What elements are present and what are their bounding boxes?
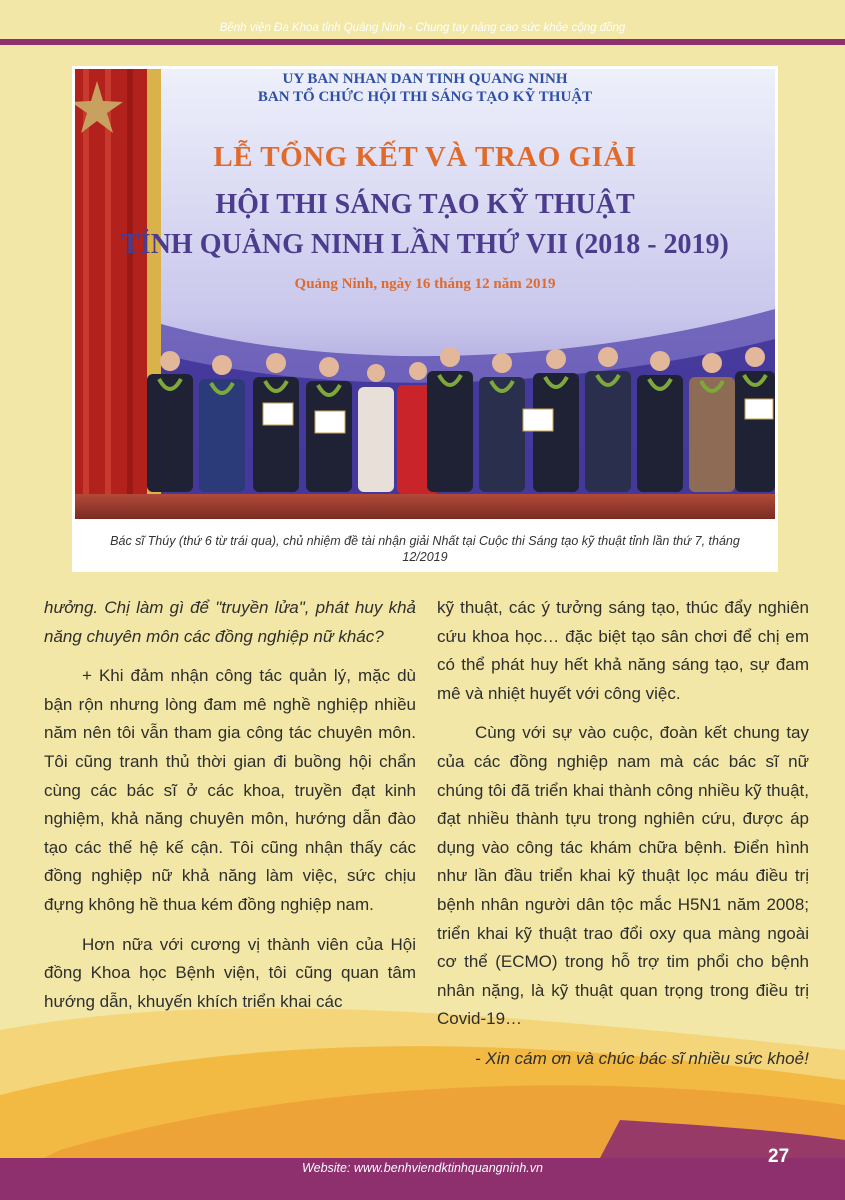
interview-question: hưởng. Chị làm gì để "truyền lửa", phát huy khả năng chuyên môn các đồng nghiệp nữ khác?: [44, 598, 416, 646]
header-band: [0, 39, 845, 45]
banner-title-line-3: TỈNH QUẢNG NINH LẦN THỨ VII (2018 - 2019): [121, 229, 729, 260]
photo-caption: Bác sĩ Thúy (thứ 6 từ trái qua), chủ nhiệm đề tài nhận giải Nhất tại Cuộc thi Sáng tạo kỹ thuật tỉnh lần thứ 7, tháng 12/2019: [72, 522, 778, 572]
footer-website[interactable]: Website: www.benhviendktinhquangninh.vn: [302, 1161, 543, 1175]
banner-title-line-2: HỘI THI SÁNG TẠO KỸ THUẬT: [215, 189, 635, 220]
header-tagline: Bệnh viện Đa Khoa tỉnh Quảng Ninh - Chung tay nâng cao sức khỏe cộng đồng: [219, 22, 626, 34]
banner-title-line-1: LỄ TỔNG KẾT VÀ TRAO GIẢI: [213, 141, 637, 173]
closing-remark: - Xin cám ơn và chúc bác sĩ nhiều sức khoẻ!: [475, 1048, 809, 1068]
answer-paragraph-4: Cùng với sự vào cuộc, đoàn kết chung tay của các đồng nghiệp nam mà các bác sĩ nữ chúng tôi đã triển khai thành công nhiều kỹ thuật, đạt nhiều thành tựu trong nghiên cứu, được áp dụng vào công tác khám chữa bệnh. Điển hình như lần đầu triển khai kỹ thuật lọc máu điều trị bệnh nhân người dân tộc mắc H5N1 năm 2008; triển khai kỹ thuật trao đổi oxy qua màng ngoài cơ thể (ECMO) trong hỗ trợ tim phổi cho bệnh nhân nặng, là kỹ thuật quan trọng trong điều trị Covid-19…: [437, 723, 809, 1029]
award-photo-frame: [72, 66, 778, 522]
award-ceremony-photo: [75, 69, 775, 519]
right-column: [437, 594, 809, 1085]
banner-org-line-1: UY BAN NHAN DAN TINH QUANG NINH: [282, 71, 568, 87]
banner-org-line-2: BAN TỔ CHỨC HỘI THI SÁNG TẠO KỸ THUẬT: [257, 89, 593, 105]
answer-paragraph-2: Hơn nữa với cương vị thành viên của Hội đồng Khoa học Bệnh viện, tôi cũng quan tâm hướng dẫn, khuyến khích triển khai các: [44, 934, 416, 1011]
banner-date: Quảng Ninh, ngày 16 tháng 12 năm 2019: [294, 276, 556, 292]
left-column: [44, 594, 416, 1027]
answer-paragraph-1: + Khi đảm nhận công tác quản lý, mặc dù bận rộn nhưng lòng đam mê nghề nghiệp nhiều năm nên tôi vẫn tham gia công tác chuyên môn. Tôi cũng tranh thủ thời gian đi buồng hội chẩn cùng các bác sĩ ở các khoa, truyền đạt kinh nghiệm, khả năng chuyên môn, hướng dẫn đào tạo các thế hệ kế cận. Tôi cũng nhận thấy các đồng nghiệp nữ khả năng làm việc, sức chịu đựng không hề thua kém đồng nghiệp nam.: [44, 666, 416, 914]
ceremony-scene: [75, 69, 775, 519]
page-number: 27: [768, 1146, 790, 1167]
answer-paragraph-3: kỹ thuật, các ý tưởng sáng tạo, thúc đẩy nghiên cứu khoa học… đặc biệt tạo sân chơi để chị em có thể phát huy hết khả năng sáng tạo, sự đam mê và nhiệt huyết với công việc.: [437, 598, 809, 703]
